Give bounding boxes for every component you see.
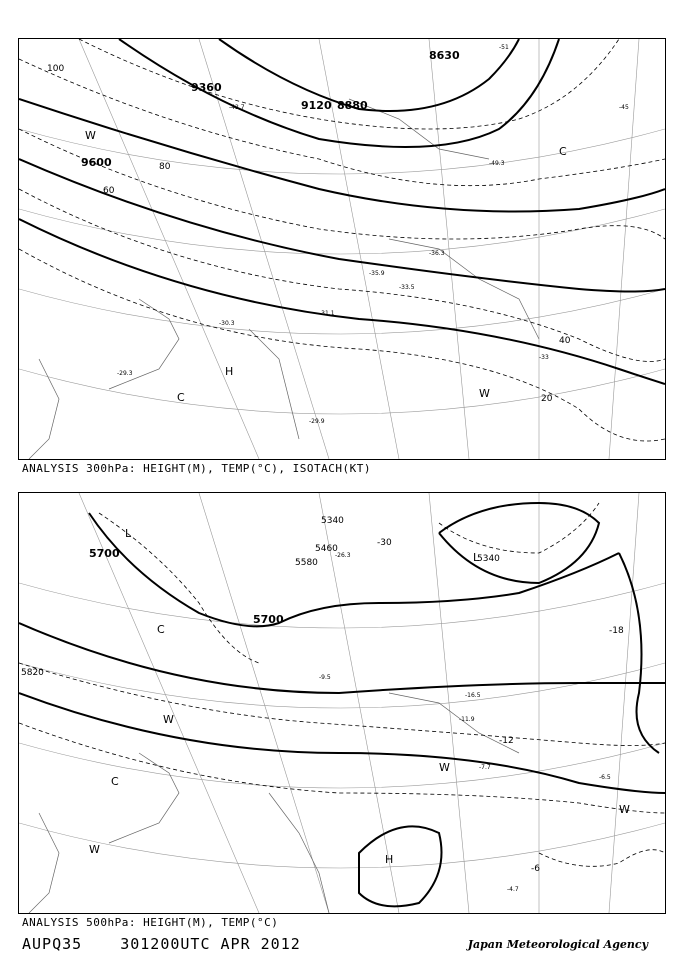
map-500hpa-canvas	[19, 493, 665, 913]
chart-id	[22, 935, 329, 953]
temp-label: -7.7	[479, 764, 491, 771]
height-label: 5580	[295, 558, 318, 568]
warm-marker: W	[439, 761, 450, 774]
temp-label: -36.3	[429, 250, 445, 257]
isotach-label: 60	[103, 186, 115, 196]
height-label: 5700	[89, 547, 120, 560]
warm-marker: W	[619, 803, 630, 816]
warm-marker: W	[163, 713, 174, 726]
cold-marker: C	[559, 145, 567, 158]
height-label: 5820	[21, 668, 44, 678]
temp-label: -30	[377, 538, 392, 548]
caption-500hpa: ANALYSIS 500hPa: HEIGHT(M), TEMP(°C)	[22, 916, 279, 929]
isotach-label: 20	[541, 394, 553, 404]
height-label: 5700	[253, 613, 284, 626]
temp-label: -18	[609, 626, 624, 636]
temp-label: -6	[531, 864, 540, 874]
cold-marker: C	[177, 391, 185, 404]
height-contours	[19, 39, 665, 384]
temp-label: -33.5	[399, 284, 415, 291]
temp-label: -29.3	[117, 370, 133, 377]
coastlines	[29, 693, 519, 913]
temp-label: -9.5	[319, 674, 331, 681]
temp-label: -51	[499, 44, 509, 51]
chart-datetime: 301200UTC APR 2012	[120, 935, 301, 953]
height-label: 9600	[81, 156, 112, 169]
high-pressure-marker: H	[225, 365, 234, 378]
cold-marker: C	[157, 623, 165, 636]
low-pressure-marker: L	[125, 527, 132, 540]
isotach-label: 40	[559, 336, 571, 346]
temp-label: -33	[539, 354, 549, 361]
height-label: 5460	[315, 544, 338, 554]
map-500hpa	[18, 492, 666, 914]
chart-code: AUPQ35	[22, 935, 83, 953]
temp-label: -42.7	[229, 104, 245, 111]
temp-label: -11.9	[459, 716, 475, 723]
height-label: 8880	[337, 99, 368, 112]
temp-label: -4.7	[507, 886, 519, 893]
isotach-label: 80	[159, 162, 171, 172]
isotach-label: 100	[47, 64, 65, 74]
height-label: 5340	[477, 554, 500, 564]
temp-label: -12	[499, 736, 514, 746]
temp-label: -30.3	[219, 320, 235, 327]
height-label: 9120	[301, 99, 332, 112]
temp-label: -26.3	[335, 552, 351, 559]
temp-label: -49.3	[489, 160, 505, 167]
temp-label: -6.5	[599, 774, 611, 781]
map-300hpa	[18, 38, 666, 460]
low-pressure-marker: L	[473, 551, 480, 564]
height-label: 5340	[321, 516, 344, 526]
cold-marker: C	[111, 775, 119, 788]
height-label: 9360	[191, 81, 222, 94]
temp-label: -35.9	[369, 270, 385, 277]
temp-label: -29.9	[309, 418, 325, 425]
temp-label: -31.1	[319, 310, 335, 317]
temp-label: -45	[619, 104, 629, 111]
warm-marker: W	[479, 387, 490, 400]
height-label: 8630	[429, 49, 460, 62]
temp-label: -16.5	[465, 692, 481, 699]
warm-marker: W	[89, 843, 100, 856]
coastlines	[29, 99, 539, 459]
caption-300hpa: ANALYSIS 300hPa: HEIGHT(M), TEMP(°C), ISOTACH(KT)	[22, 462, 372, 475]
map-300hpa-canvas	[19, 39, 665, 459]
high-pressure-marker: H	[385, 853, 394, 866]
agency-credit: Japan Meteorological Agency	[467, 938, 648, 951]
warm-marker: W	[85, 129, 96, 142]
